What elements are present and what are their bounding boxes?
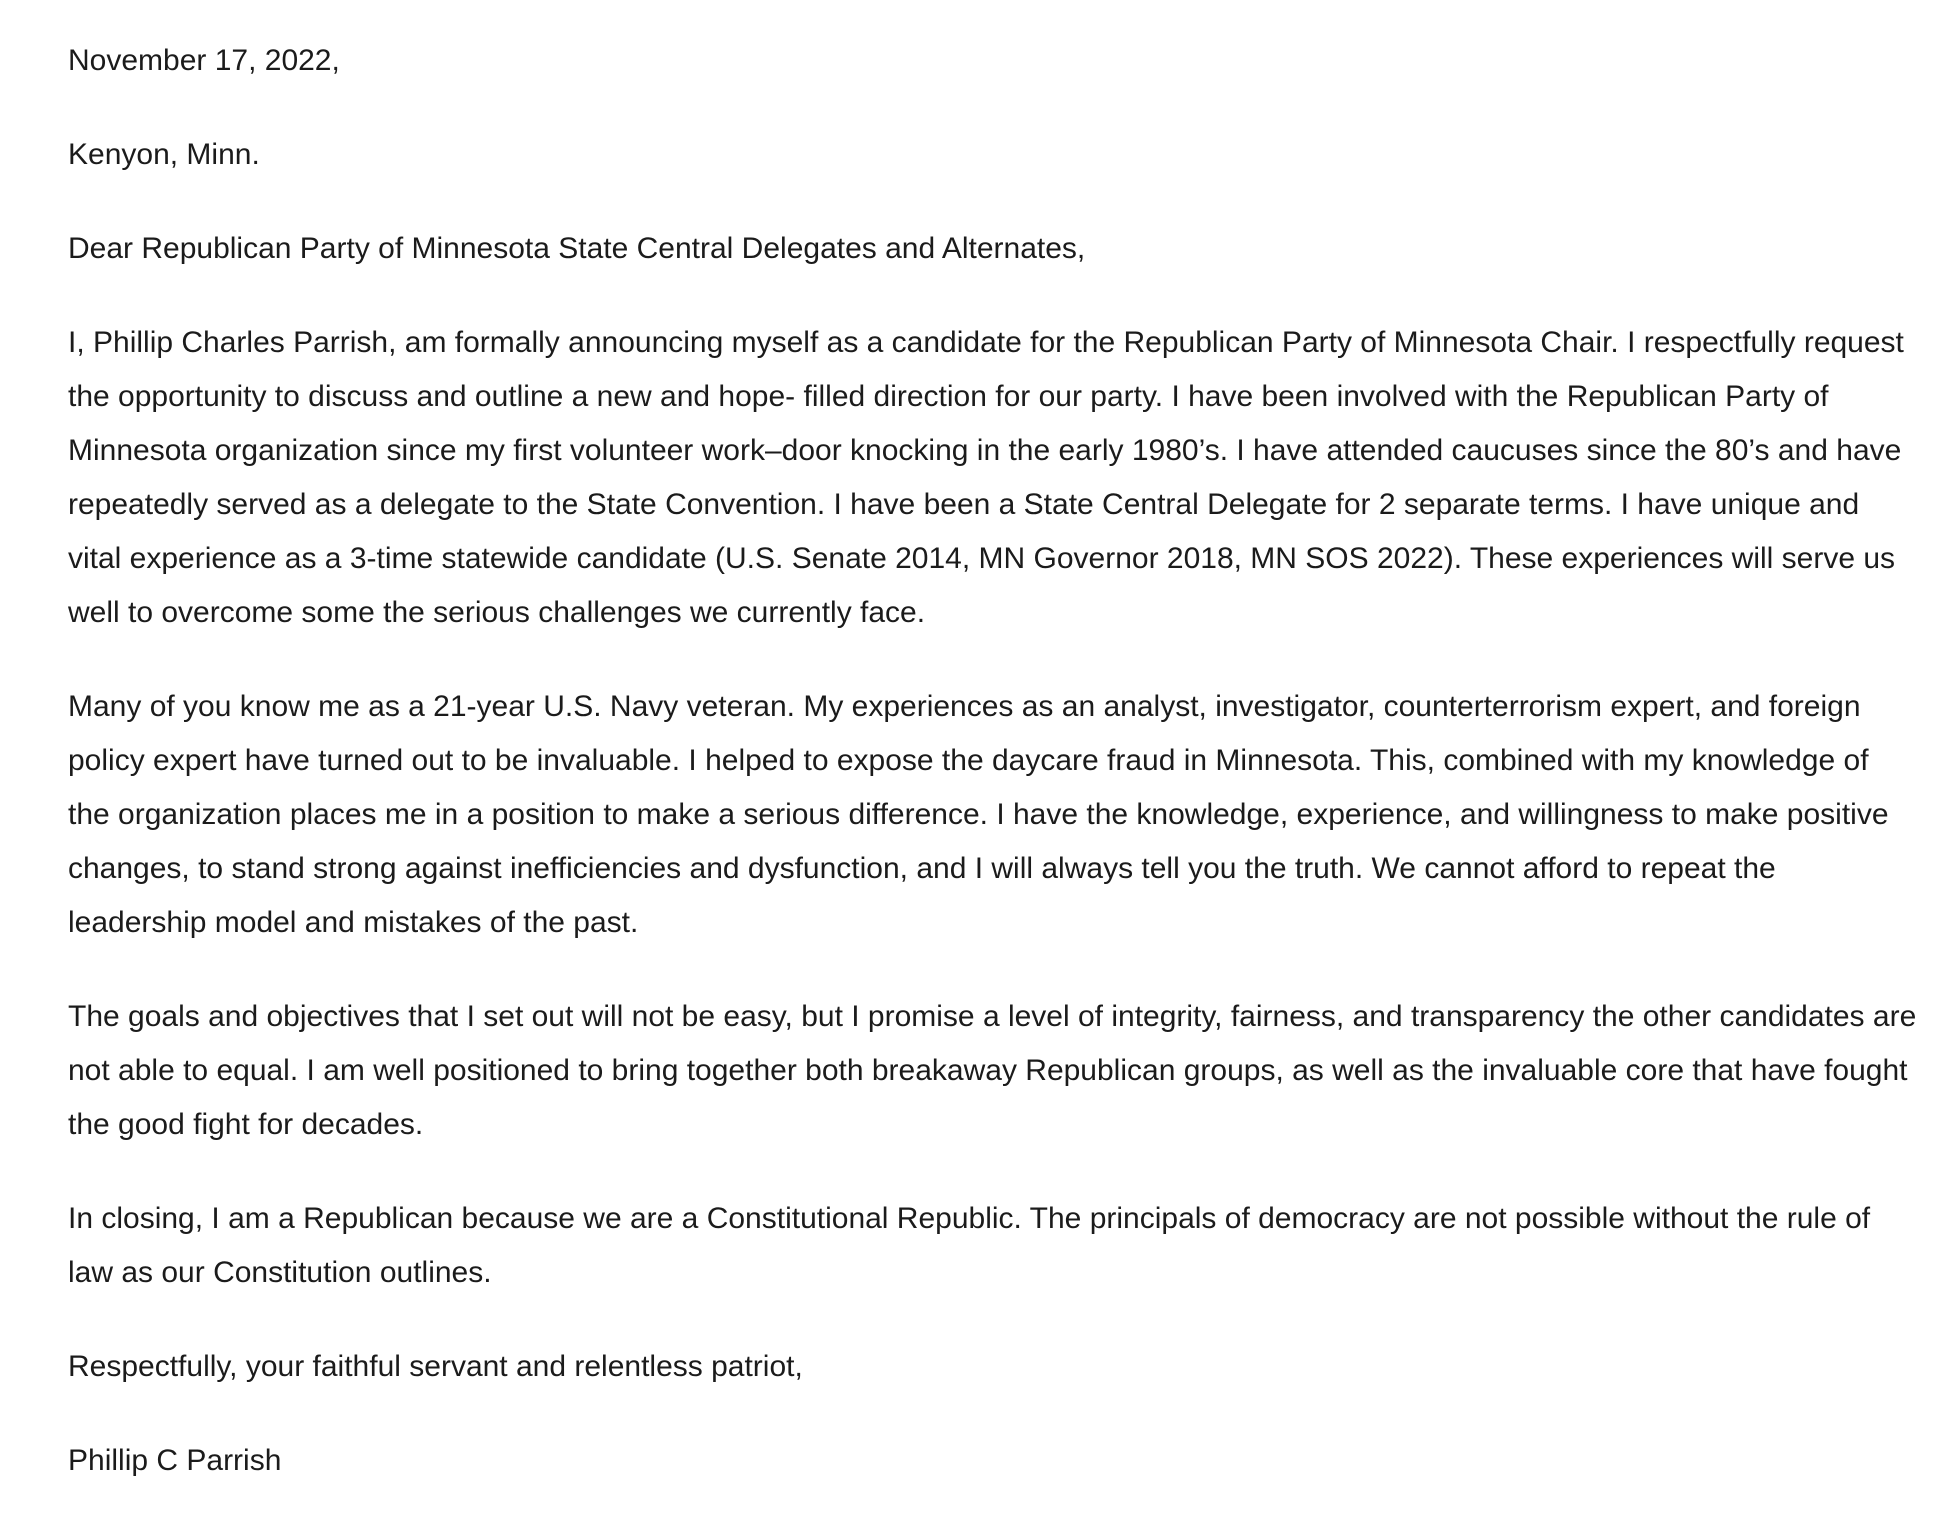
letter-date: November 17, 2022, — [68, 44, 340, 77]
letter-paragraph: Many of you know me as a 21-year U.S. Navy veteran. My experiences as an analyst, investigator, counterterrorism expert, and foreign policy expert have turned out to be invaluable. I helped to expose the daycare fraud in Minnesota. This, combined with my knowledge of the organization places me in a position to make a serious difference. I have the knowledge, experience, and willingness to make positive changes, to stand strong against inefficiencies and dysfunction, and I will always tell you the truth. We cannot afford to repeat the leadership model and mistakes of the past. — [68, 690, 1889, 939]
letter-body — [68, 34, 1918, 1528]
letter-paragraph: The goals and objectives that I set out will not be easy, but I promise a level of integrity, fairness, and transparency the other candidates are not able to equal. I am well positioned to bring together both breakaway Republican groups, as well as the invaluable core that have fought the good fight for decades. — [68, 1000, 1917, 1141]
letter-location: Kenyon, Minn. — [68, 138, 260, 171]
letter-paragraph: I, Phillip Charles Parrish, am formally announcing myself as a candidate for the Republican Party of Minnesota Chair. I respectfully request the opportunity to discuss and outline a new and hope- filled direction for our party. I have been involved with the Republican Party of Minnesota organization since my first volunteer work–door knocking in the early 1980’s. I have attended caucuses since the 80’s and have repeatedly served as a delegate to the State Convention. I have been a State Central Delegate for 2 separate terms. I have unique and vital experience as a 3-time statewide candidate (U.S. Senate 2014, MN Governor 2018, MN SOS 2022). These experiences will serve us well to overcome some the serious challenges we currently face. — [68, 326, 1904, 629]
letter-signature: Phillip C Parrish — [68, 1444, 282, 1477]
letter-paragraph: In closing, I am a Republican because we are a Constitutional Republic. The principals of democracy are not possible without the rule of law as our Constitution outlines. — [68, 1202, 1871, 1289]
letter-salutation: Dear Republican Party of Minnesota State Central Delegates and Alternates, — [68, 232, 1086, 265]
letter-closing: Respectfully, your faithful servant and relentless patriot, — [68, 1350, 803, 1383]
